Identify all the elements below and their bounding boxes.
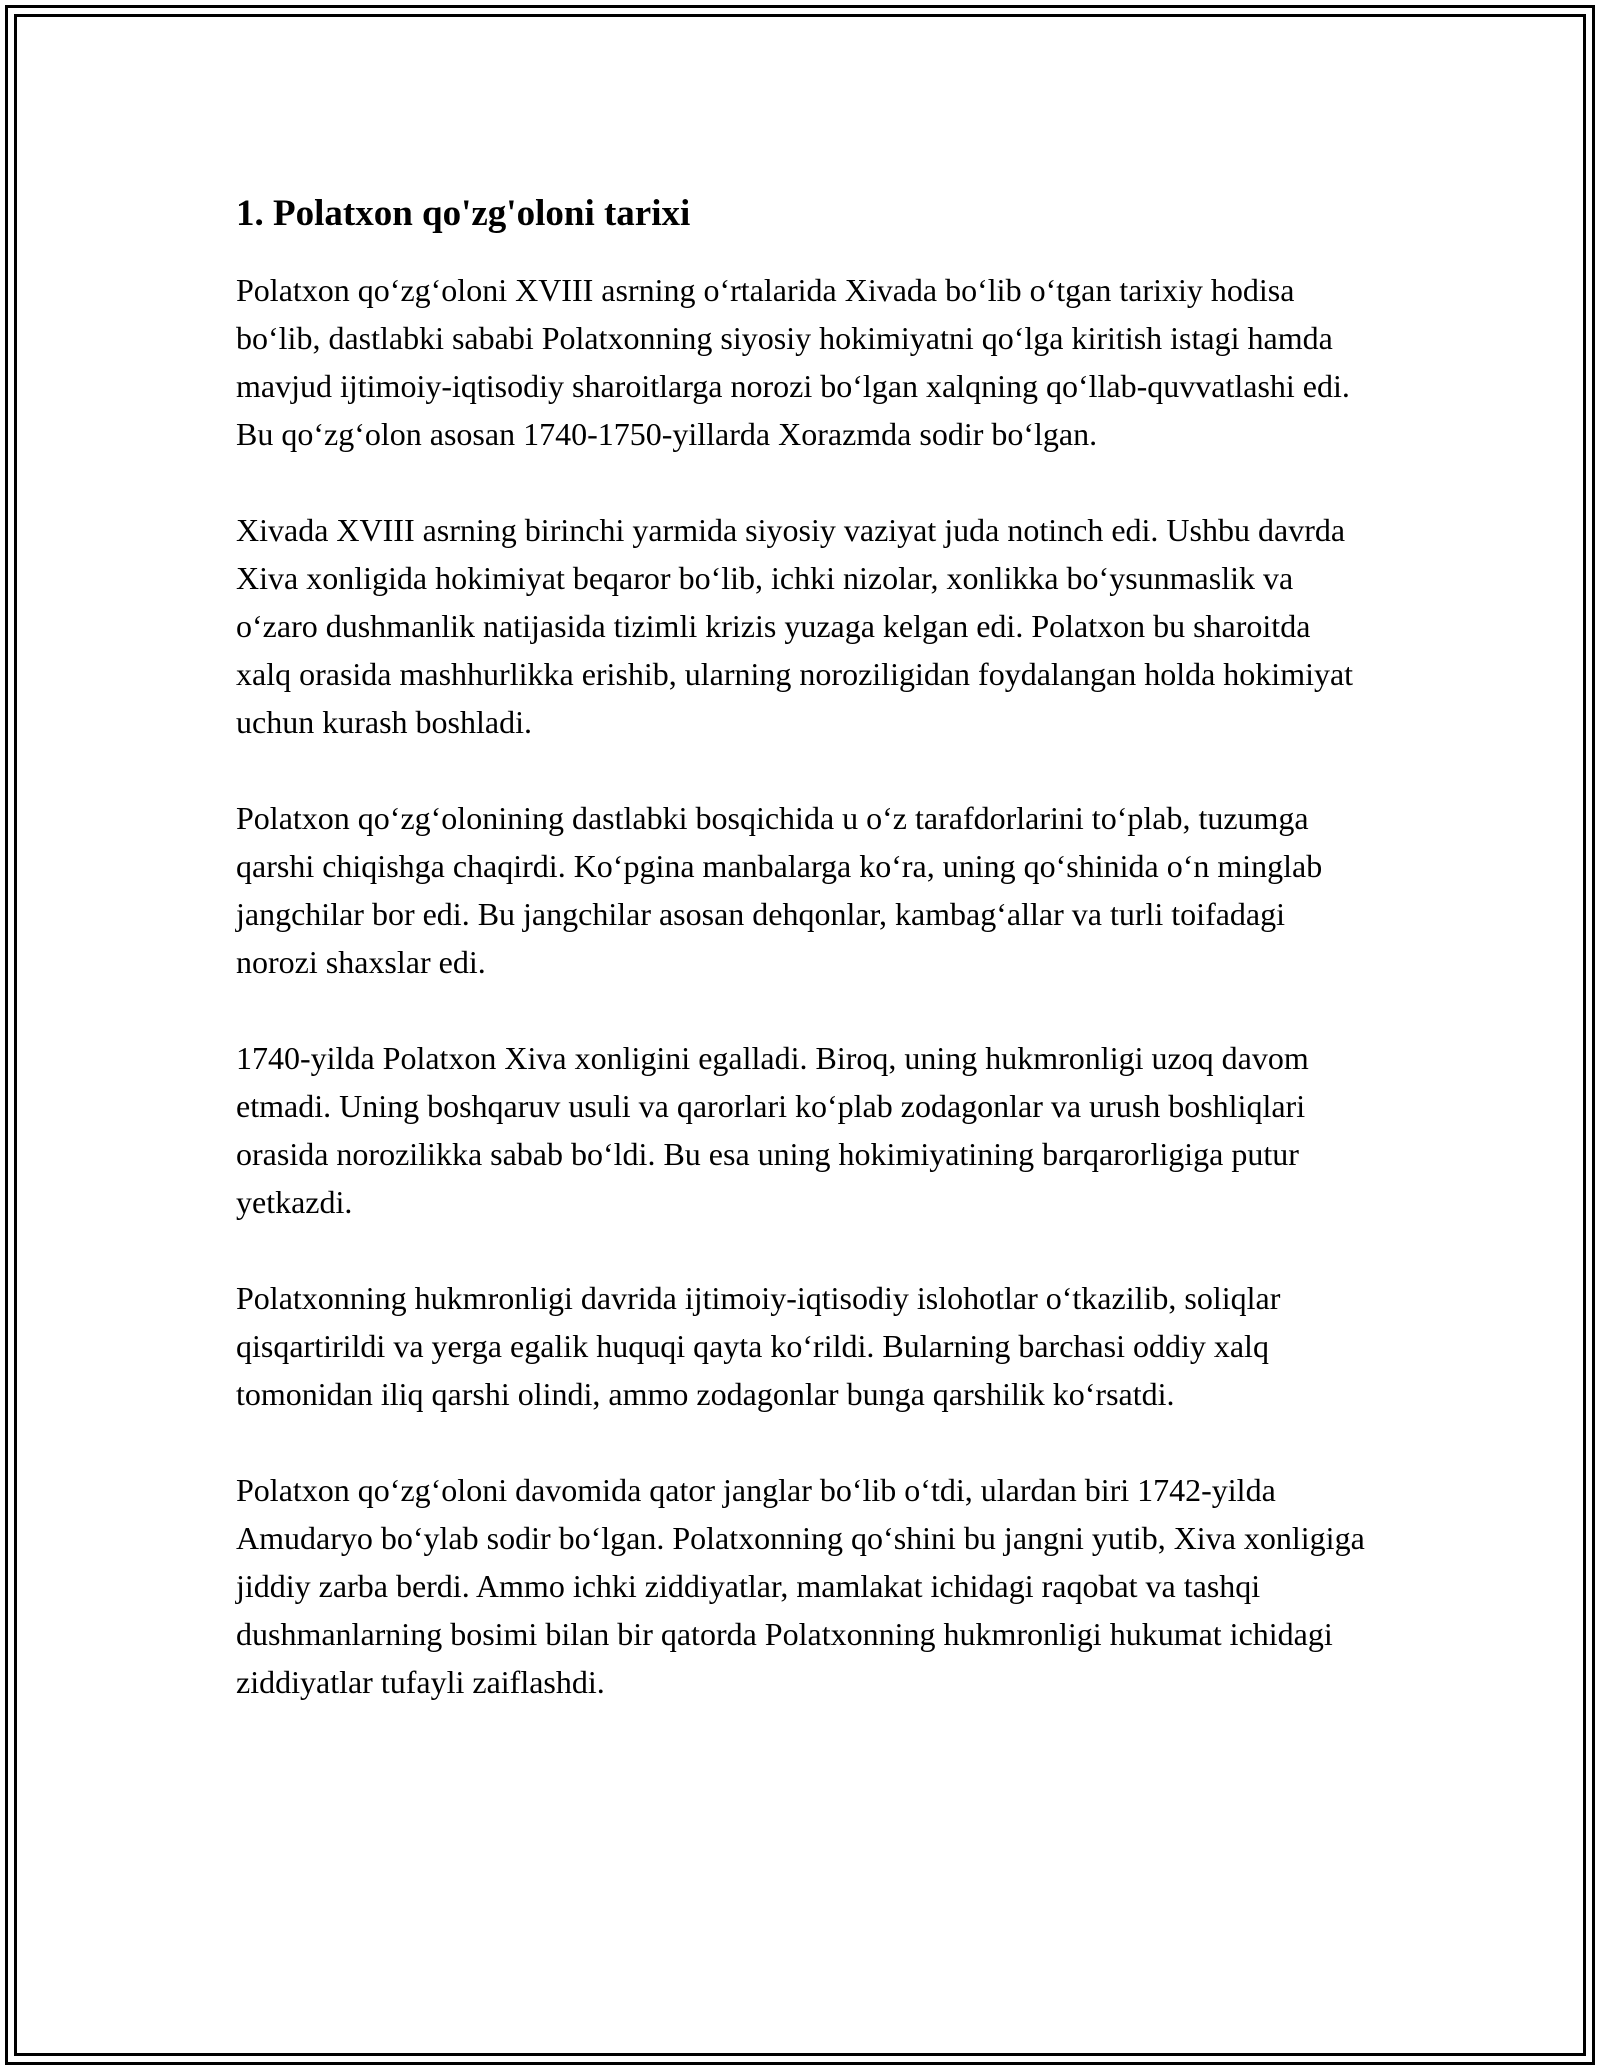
- paragraph-1: Polatxon qo‘zg‘oloni XVIII asrning o‘rtalarida Xivada bo‘lib o‘tgan tarixiy hodisa bo‘lib, dastlabki sababi Polatxonning siyosiy hokimiyatni qo‘lga kiritish istagi hamda mavjud ijtimoiy-iqtisodiy sharoitlarga norozi bo‘lgan xalqning qo‘llab-quvvatlashi edi. Bu qo‘zg‘olon asosan 1740-1750-yillarda Xorazmda sodir bo‘lgan.: [236, 272, 1350, 452]
- paragraph-5: Polatxonning hukmronligi davrida ijtimoiy-iqtisodiy islohotlar o‘tkazilib, soliqlar qisqartirildi va yerga egalik huquqi qayta ko‘rildi. Bularning barchasi oddiy xalq tomonidan iliq qarshi olindi, ammo zodagonlar bunga qarshilik ko‘rsatdi.: [236, 1280, 1281, 1412]
- paragraph-6: Polatxon qo‘zg‘oloni davomida qator janglar bo‘lib o‘tdi, ulardan biri 1742-yilda Amudaryo bo‘ylab sodir bo‘lgan. Polatxonning qo‘shini bu jangni yutib, Xiva xonligiga jiddiy zarba berdi. Ammo ichki ziddiyatlar, mamlakat ichidagi raqobat va tashqi dushmanlarning bosimi bilan bir qatorda Polatxonning hukmronligi hukumat ichidagi ziddiyatlar tufayli zaiflashdi.: [236, 1472, 1365, 1700]
- document-body: [236, 190, 1366, 1754]
- paragraph-3: Polatxon qo‘zg‘olonining dastlabki bosqichida u o‘z tarafdorlarini to‘plab, tuzumga qarshi chiqishga chaqirdi. Ko‘pgina manbalarga ko‘ra, uning qo‘shinida o‘n minglab jangchilar bor edi. Bu jangchilar asosan dehqonlar, kambag‘allar va turli toifadagi norozi shaxslar edi.: [236, 800, 1323, 980]
- document-title: 1. Polatxon qo'zg'oloni tarixi: [236, 193, 691, 234]
- paragraph-4: 1740-yilda Polatxon Xiva xonligini egalladi. Biroq, uning hukmronligi uzoq davom etmadi. Uning boshqaruv usuli va qarorlari ko‘plab zodagonlar va urush boshliqlari orasida norozilikka sabab bo‘ldi. Bu esa uning hokimiyatining barqarorligiga putur yetkazdi.: [236, 1040, 1309, 1220]
- paragraph-2: Xivada XVIII asrning birinchi yarmida siyosiy vaziyat juda notinch edi. Ushbu davrda Xiva xonligida hokimiyat beqaror bo‘lib, ichki nizolar, xonlikka bo‘ysunmaslik va o‘zaro dushmanlik natijasida tizimli krizis yuzaga kelgan edi. Polatxon bu sharoitda xalq orasida mashhurlikka erishib, ularning noroziligidan foydalangan holda hokimiyat uchun kurash boshladi.: [236, 512, 1354, 740]
